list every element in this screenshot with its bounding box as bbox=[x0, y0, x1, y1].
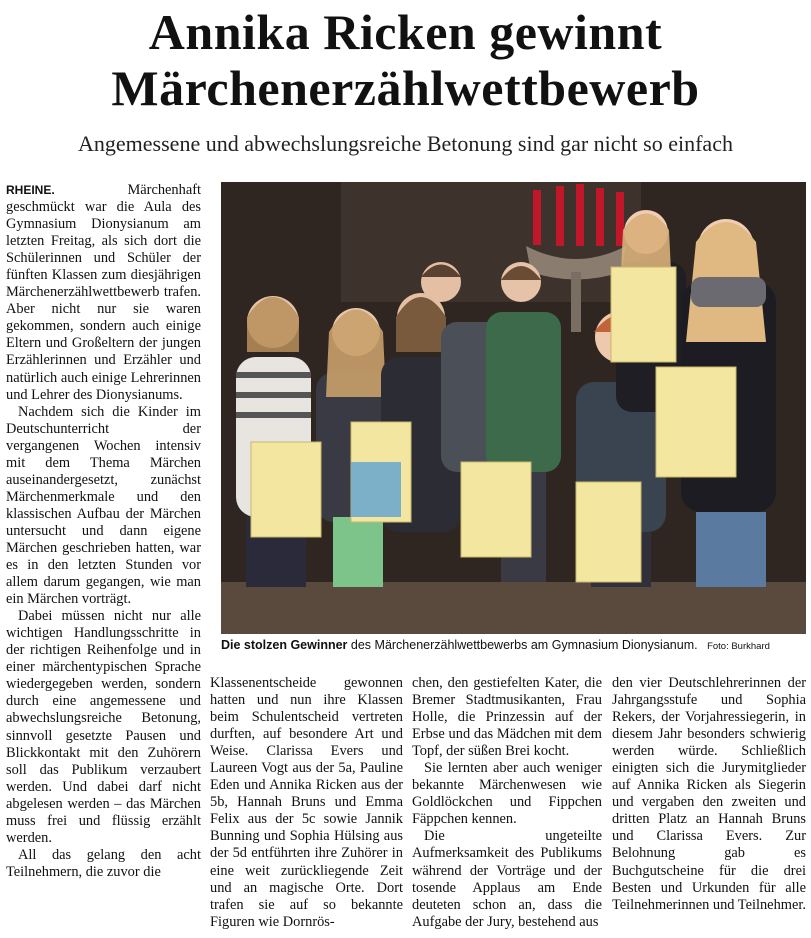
headline bbox=[0, 4, 811, 116]
col3-paragraph-2: Sie lernten aber auch weniger bekannte Märchenwesen wie Goldlöckchen und Fippchen Fäppchen kennen. bbox=[412, 760, 602, 828]
headline-line-1: Annika Ricken gewinnt bbox=[148, 4, 663, 60]
group-photo bbox=[221, 182, 806, 634]
paragraph-1 bbox=[6, 182, 201, 404]
paragraph-4: All das gelang den acht Teilnehmern, die zuvor die bbox=[6, 846, 201, 880]
caption-bold: Die stolzen Gewinner bbox=[221, 638, 348, 652]
article-column-3 bbox=[412, 675, 602, 931]
col2-paragraph-1: Klassenentscheide gewonnen hatten und nun ihre Klassen beim Schulentscheid vertreten durften, auf besondere Art und Weise. Clarissa Evers und Laureen Vogt aus der 5a, Pauline Eden und Annika Ricken aus der 5b, Hannah Bruns und Emma Felix aus der 5c sowie Jannik Bunning und Sophia Hülsing aus der 5d entführten ihre Zuhörer in eine weit zurückliegende Zeit und an magische Orte. Dort trafen sie auf so bekannte Figuren wie Dornrös- bbox=[210, 675, 403, 930]
paragraph-3: Dabei müssen nicht nur alle wichtigen Handlungsschritte in der richtigen Reihenfolge und in einer märchentypischen Sprache wiedergegeben werden, sondern durch eine angemessene und abwechslungsreiche Betonung, sinnvoll gesetzte Pausen und Blickkontakt mit den Zuhörern soll das Publikum verzaubert werden. Und dabei darf nicht abgelesen werden – das Märchen muss frei und flüssig erzählt werden. bbox=[6, 608, 201, 846]
col3-paragraph-1: chen, den gestiefelten Kater, die Bremer Stadtmusikanten, Frau Holle, die Prinzessin auf der Erbse und das Mädchen mit dem Topf, der süßen Brei kocht. bbox=[412, 675, 602, 760]
article-column-2 bbox=[210, 675, 403, 931]
col4-paragraph-1: den vier Deutschlehrerinnen der Jahrgangsstufe und Sophia Rekers, der Vorjahressiegerin, in diesem Jahr besonders schwierig werden würde. Schließlich einigten sich die Jurymitglieder auf Annika Ricken als Siegerin und vergaben den zweiten und dritten Platz an Hannah Bruns und Clarissa Evers. Zur Belohnung gab es Buchgutscheine für die drei Besten und Urkunden für alle Teilnehmerinnen und Teilnehmer. bbox=[612, 675, 806, 913]
article-column-1 bbox=[6, 182, 201, 881]
photo-caption bbox=[221, 638, 806, 652]
headline-line-2: Märchenerzählwettbewerb bbox=[111, 60, 700, 116]
dateline: RHEINE. bbox=[6, 183, 55, 197]
subheadline: Angemessene und abwechslungsreiche Betonung sind gar nicht so einfach bbox=[78, 131, 733, 156]
paragraph-1-text: Märchenhaft geschmückt war die Aula des Gymnasium Dionysianum am letzten Freitag, als sich dort die Schülerinnen und Schüler der fünften Klassen zum diesjährigen Märchenerzählwettbewerb trafen. Aber nicht nur sie waren gekommen, sondern auch einige Eltern und Großeltern der jungen Erzählerinnen und Erzähler und natürlich auch einige Lehrerinnen und Lehrer des Dionysianums. bbox=[6, 182, 201, 403]
photo-credit: Foto: Burkhard bbox=[707, 641, 770, 652]
photo-illustration bbox=[221, 182, 806, 634]
paragraph-2: Nachdem sich die Kinder im Deutschunterricht der vergangenen Wochen intensiv mit dem Thema Märchen auseinandergesetzt, zunächst Märchenmerkmale und den klassischen Aufbau der Märchen untersucht und dann eigene Märchen geschrieben hatten, war es in den letzten Stunden vor allem darum gegangen, wie man ein Märchen vorträgt. bbox=[6, 403, 201, 608]
caption-text: des Märchenerzählwettbewerbs am Gymnasium Dionysianum. bbox=[350, 638, 698, 652]
article-column-4 bbox=[612, 675, 806, 914]
col3-paragraph-3: Die ungeteilte Aufmerksamkeit des Publikums während der Vorträge und der tosende Applaus am Ende deuteten schon an, dass die Aufgabe der Jury, bestehend aus bbox=[412, 828, 602, 930]
